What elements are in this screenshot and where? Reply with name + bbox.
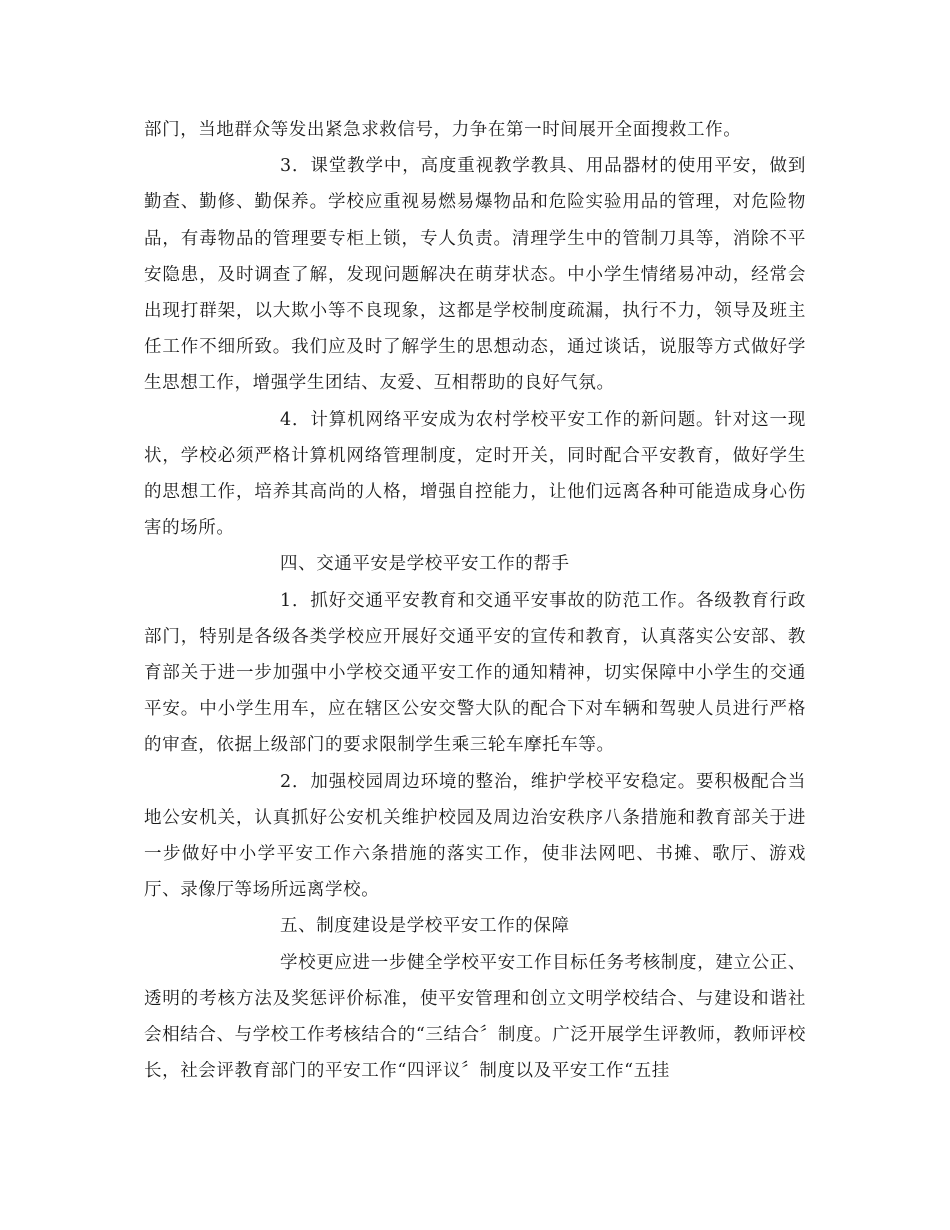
section-heading-5: 五、制度建设是学校平安工作的保障 bbox=[280, 916, 570, 937]
paragraph-item-4: 4．计算机网络平安成为农村学校平安工作的新问题。针对这一现状，学校必须严格计算机网络管理制度，定时开关，同时配合平安教育，做好学生的思想工作，培养其高尚的人格，增强自控能力，让他们远离各种可能造成身心伤害的场所。 bbox=[144, 409, 806, 539]
section-heading-4: 四、交通平安是学校平安工作的帮手 bbox=[280, 554, 570, 575]
paragraph-traffic-2: 2．加强校园周边环境的整治，维护学校平安稳定。要积极配合当地公安机关，认真抓好公安机关维护校园及周边治安秩序八条措施和教育部关于进一步做好中小学平安工作六条措施的落实工作，使非法网吧、书摊、歌厅、游戏厅、录像厅等场所远离学校。 bbox=[144, 771, 806, 901]
paragraph-traffic-1: 1．抓好交通平安教育和交通平安事故的防范工作。各级教育行政部门，特别是各级各类学校应开展好交通平安的宣传和教育，认真落实公安部、教育部关于进一步加强中小学校交通平安工作的通知精神，切实保障中小学生的交通平安。中小学生用车，应在辖区公安交警大队的配合下对车辆和驾驶人员进行严格的审查，依据上级部门的要求限制学生乘三轮车摩托车等。 bbox=[144, 590, 806, 756]
paragraph-item-3: 3．课堂教学中，高度重视教学教具、用品器材的使用平安，做到勤查、勤修、勤保养。学校应重视易燃易爆物品和危险实验用品的管理，对危险物品，有毒物品的管理要专柜上锁，专人负责。清理学生中的管制刀具等，消除不平安隐患，及时调查了解，发现问题解决在萌芽状态。中小学生情绪易冲动，经常会出现打群架，以大欺小等不良现象，这都是学校制度疏漏，执行不力，领导及班主任工作不细所致。我们应及时了解学生的思想动态，通过谈话，说服等方式做好学生思想工作，增强学生团结、友爱、互相帮助的良好气氛。 bbox=[144, 156, 806, 394]
document-body bbox=[144, 112, 806, 1089]
paragraph-system: 学校更应进一步健全学校平安工作目标任务考核制度，建立公正、透明的考核方法及奖惩评价标准，使平安管理和创立文明学校结合、与建设和谐社会相结合、与学校工作考核结合的“三结合〞制度。广泛开展学生评教师，教师评校长，社会评教育部门的平安工作“四评议〞制度以及平安工作“五挂 bbox=[144, 952, 806, 1082]
paragraph-continuation: 部门，当地群众等发出紧急求救信号，力争在第一时间展开全面搜救工作。 bbox=[144, 120, 742, 140]
